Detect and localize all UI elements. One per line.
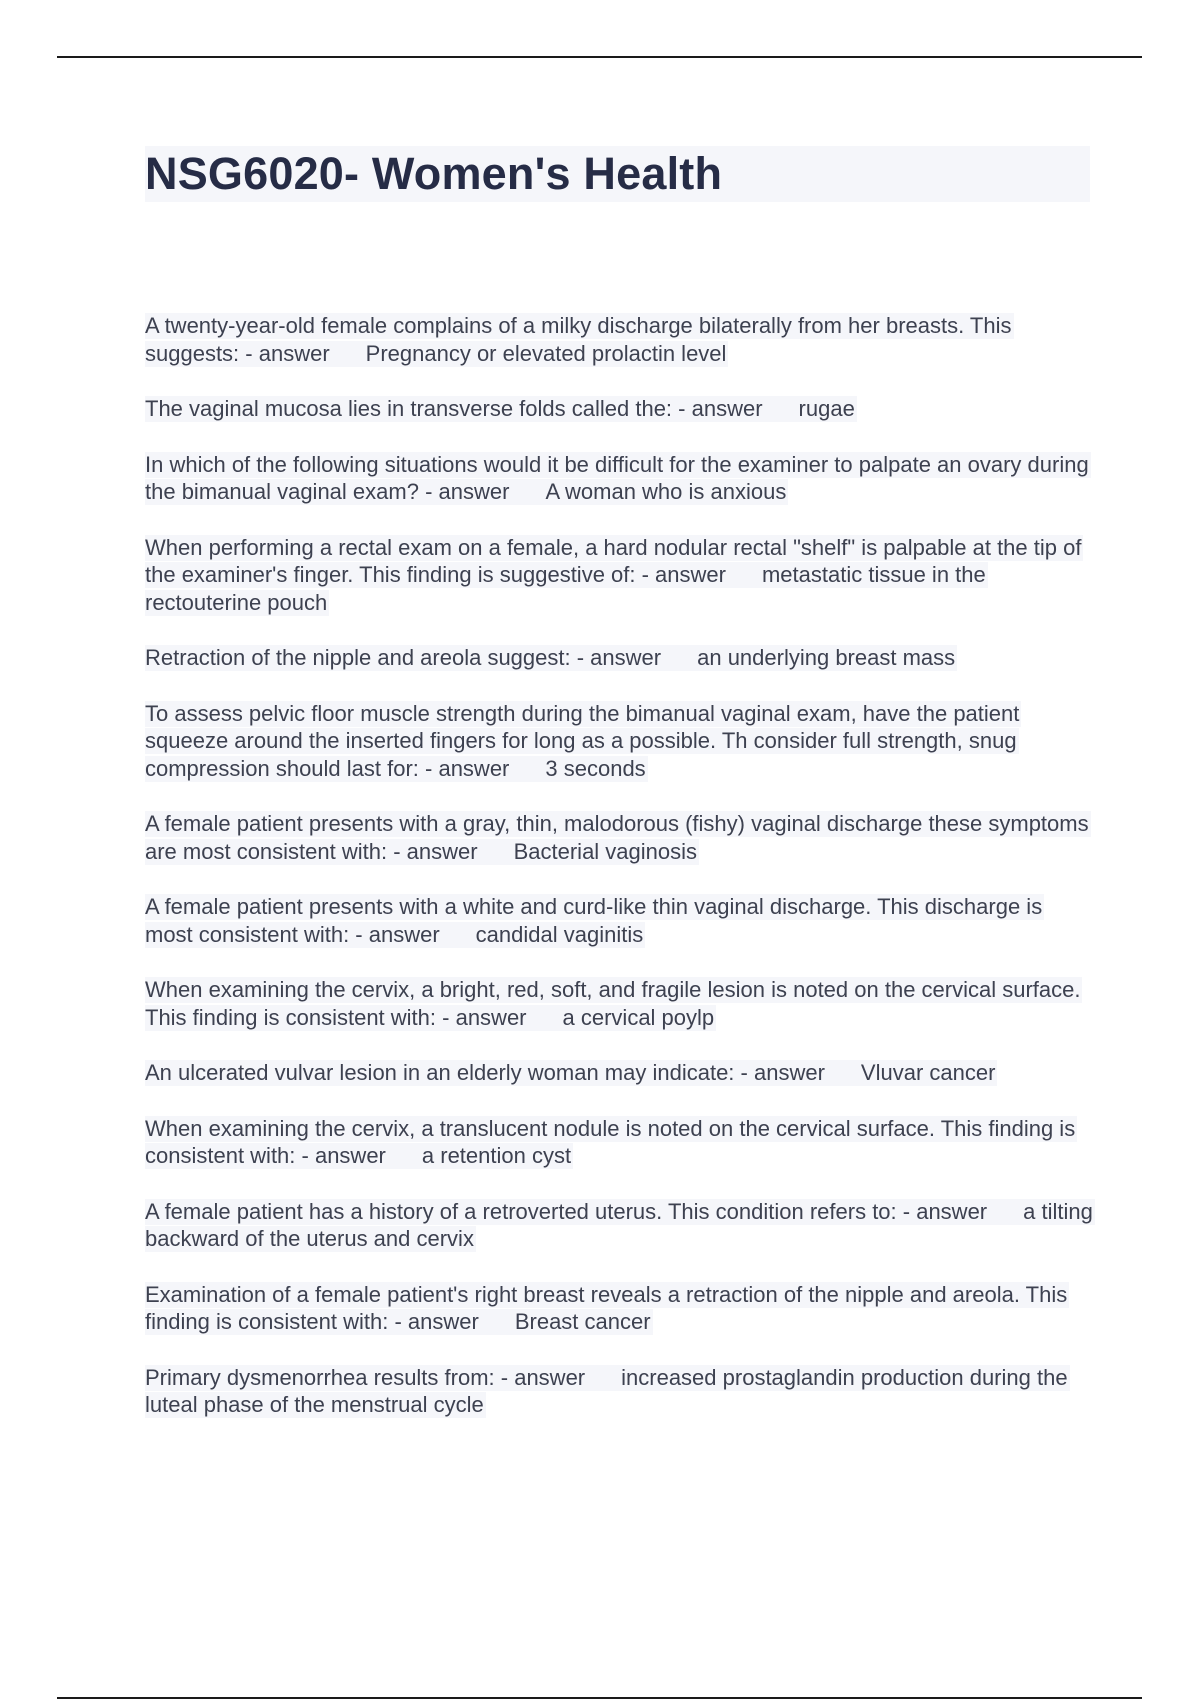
answer-separator: - answer bbox=[418, 479, 510, 504]
question-text: When performing a rectal exam on a female, a hard nodular rectal "shelf" is palpable at the tip of the examiner's finger. This finding is suggestive of: bbox=[145, 534, 1082, 587]
top-divider bbox=[57, 56, 1142, 58]
question-text: Retraction of the nipple and areola suggest: bbox=[145, 645, 571, 670]
question-text: A female patient has a history of a retroverted uterus. This condition refers to: bbox=[145, 1198, 897, 1224]
answer-separator: - answer bbox=[349, 921, 440, 947]
answer-text: candidal vaginitis bbox=[475, 921, 644, 947]
question-text: A female patient presents with a white and curd-like thin vaginal discharge. This discharge is most consistent with: bbox=[145, 894, 1043, 947]
qa-item bbox=[145, 1059, 1095, 1087]
answer-separator: - answer bbox=[494, 1364, 586, 1390]
answer-text: a tilting backward of the uterus and cervix bbox=[145, 1198, 1093, 1251]
answer-text: rugae bbox=[798, 396, 855, 421]
answer-text: a cervical poylp bbox=[562, 1004, 715, 1030]
answer-separator: - answer bbox=[896, 1198, 988, 1224]
answer-separator: - answer bbox=[388, 1309, 479, 1334]
qa-item bbox=[145, 1198, 1095, 1253]
page-title: NSG6020- Women's Health bbox=[145, 148, 723, 199]
answer-separator: - answer bbox=[239, 340, 330, 366]
question-text: The vaginal mucosa lies in transverse folds called the: bbox=[145, 396, 673, 421]
answer-separator: - answer bbox=[387, 838, 478, 864]
qa-item bbox=[145, 644, 1095, 672]
answer-separator: - answer bbox=[436, 1004, 527, 1030]
answer-text: 3 seconds bbox=[545, 755, 646, 781]
answer-text: Bacterial vaginosis bbox=[513, 838, 698, 864]
question-text: When examining the cervix, a translucent nodule is noted on the cervical surface. This finding is consistent with: bbox=[145, 1115, 1076, 1168]
question-answer-list bbox=[145, 312, 1095, 1447]
qa-item bbox=[145, 810, 1095, 865]
answer-text: Pregnancy or elevated prolactin level bbox=[365, 340, 727, 366]
question-text: A twenty-year-old female complains of a milky discharge bilaterally from her breasts. This suggests: bbox=[145, 313, 1012, 366]
answer-separator: - answer bbox=[672, 396, 763, 421]
question-text: A female patient presents with a gray, thin, malodorous (fishy) vaginal discharge these symptoms are most consistent with: bbox=[145, 811, 1089, 864]
question-text: In which of the following situations would it be difficult for the examiner to palpate an ovary during the bimanual vaginal exam? bbox=[145, 451, 1089, 504]
qa-item bbox=[145, 976, 1095, 1031]
answer-text: A woman who is anxious bbox=[545, 479, 787, 504]
question-text: Examination of a female patient's right breast reveals a retraction of the nipple and areola. This finding is consistent with: bbox=[145, 1281, 1068, 1334]
bottom-divider bbox=[57, 1697, 1142, 1699]
qa-item bbox=[145, 1364, 1095, 1419]
answer-text: a retention cyst bbox=[421, 1143, 572, 1168]
answer-separator: - answer bbox=[570, 645, 662, 670]
qa-item bbox=[145, 1281, 1095, 1336]
qa-item bbox=[145, 700, 1095, 783]
answer-text: metastatic tissue in the rectouterine pouch bbox=[145, 562, 986, 615]
question-text: An ulcerated vulvar lesion in an elderly woman may indicate: bbox=[145, 1060, 735, 1085]
qa-item bbox=[145, 893, 1095, 948]
answer-separator: - answer bbox=[295, 1143, 386, 1168]
answer-text: Vluvar cancer bbox=[860, 1060, 996, 1085]
question-text: When examining the cervix, a bright, red, soft, and fragile lesion is noted on the cervical surface. This finding is consistent with: bbox=[145, 977, 1081, 1030]
qa-item bbox=[145, 451, 1095, 506]
answer-separator: - answer bbox=[635, 562, 726, 587]
qa-item bbox=[145, 534, 1095, 617]
answer-text: Breast cancer bbox=[514, 1309, 651, 1334]
answer-separator: - answer bbox=[418, 755, 510, 781]
answer-text: an underlying breast mass bbox=[697, 645, 956, 670]
answer-text: increased prostaglandin production during the luteal phase of the menstrual cycle bbox=[145, 1364, 1068, 1417]
question-text: Primary dysmenorrhea results from: bbox=[145, 1364, 495, 1390]
qa-item bbox=[145, 1115, 1095, 1170]
answer-separator: - answer bbox=[734, 1060, 825, 1085]
qa-item bbox=[145, 395, 1095, 423]
question-text: To assess pelvic floor muscle strength during the bimanual vaginal exam, have the patient squeeze around the inserted fingers for long as a possible. Th consider full strength, snug compression should last for: bbox=[145, 700, 1020, 781]
qa-item bbox=[145, 312, 1095, 367]
